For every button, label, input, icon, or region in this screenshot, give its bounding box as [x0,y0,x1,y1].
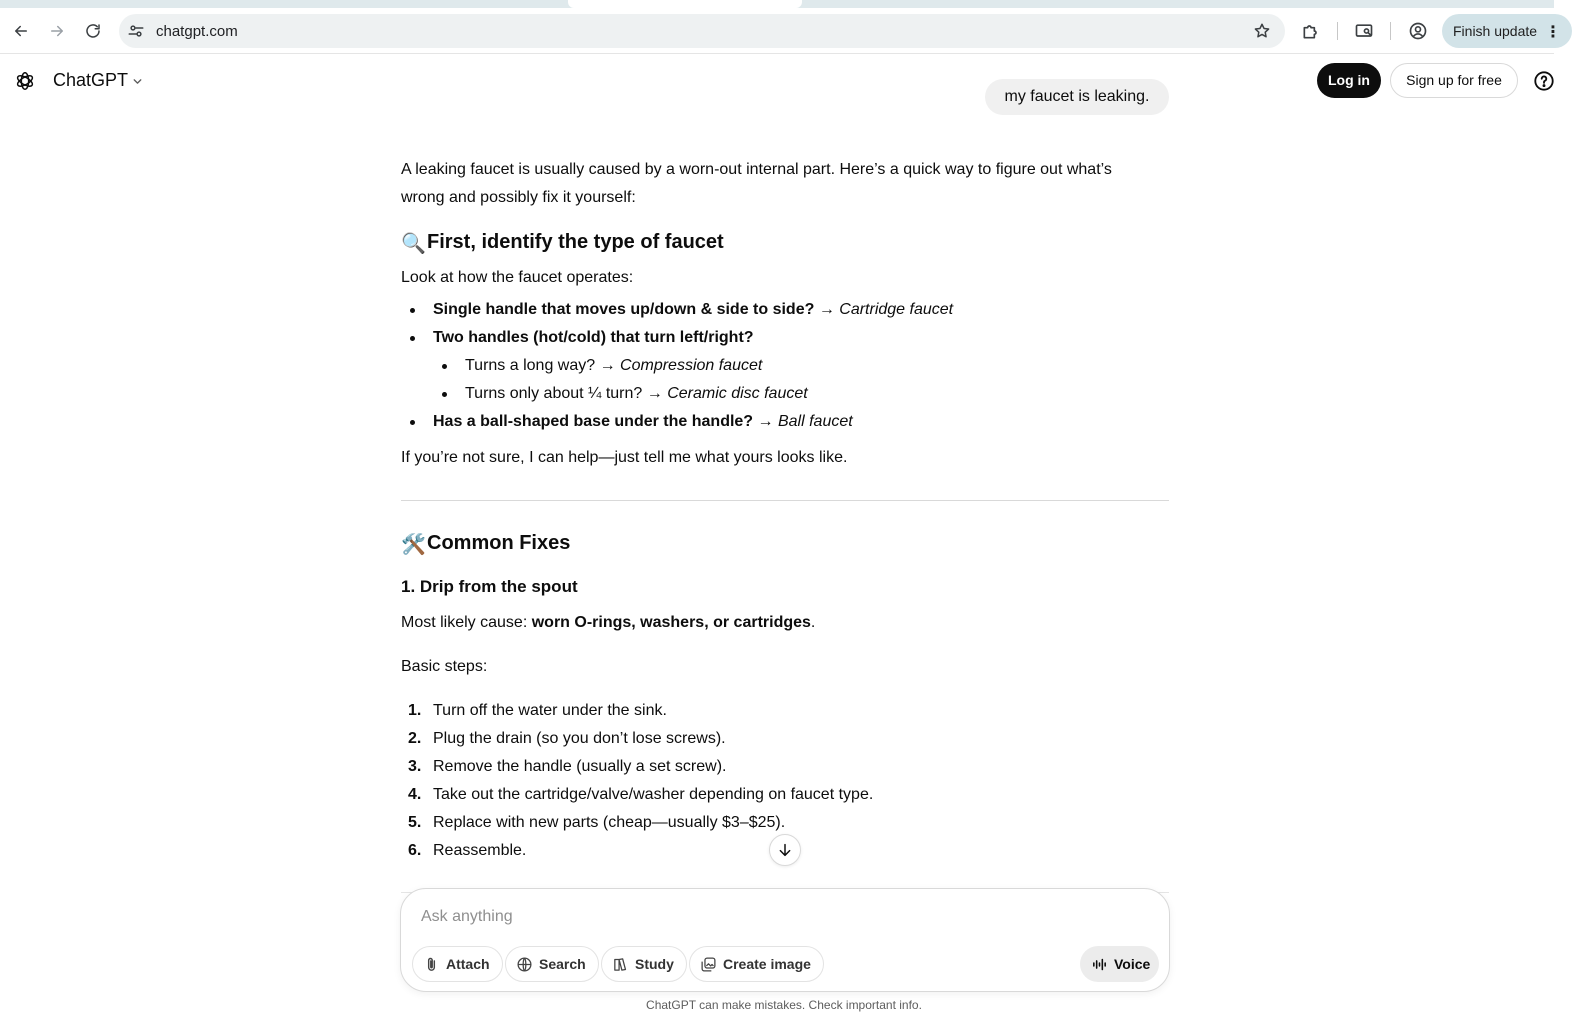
attach-label: Attach [446,956,490,972]
step-number: 2. [408,730,422,747]
browser-toolbar [0,8,1561,54]
step-number: 5. [408,814,422,831]
chevron-down-icon[interactable] [131,75,144,88]
active-tab[interactable] [568,0,802,8]
url-text[interactable]: chatgpt.com [156,23,238,40]
step-number: 1. [408,702,422,719]
finish-update-button[interactable] [1442,14,1572,48]
site-settings-icon[interactable] [127,22,145,40]
toolbar-separator [1337,22,1338,40]
list-item-text: Turns only about ¼ turn? → Ceramic disc faucet [465,385,808,402]
scroll-to-bottom-button[interactable] [769,834,801,866]
paperclip-icon [423,956,440,973]
extensions-icon[interactable] [1301,21,1321,41]
subsection-heading: 1. Drip from the spout [401,577,578,596]
model-selector-title[interactable]: ChatGPT [53,70,129,90]
back-icon[interactable] [9,19,33,43]
tools-icon: 🛠️ [401,534,426,556]
reload-icon[interactable] [81,19,105,43]
help-icon[interactable] [1533,70,1555,92]
bookmark-star-icon[interactable] [1253,22,1271,40]
cause-paragraph: Most likely cause: worn O-rings, washers, or cartridges. [401,614,816,631]
prompt-input[interactable] [421,905,1121,929]
create-image-label: Create image [723,956,811,972]
disclaimer-text: ChatGPT can make mistakes. Check important info. [646,998,922,1012]
step-number: 6. [408,842,422,859]
step-text: Replace with new parts (cheap—usually $3–$25). [433,814,786,831]
book-icon [612,956,629,973]
list-item-text: Has a ball-shaped base under the handle? → Ball faucet [433,413,853,430]
voice-button[interactable] [1080,946,1159,982]
search-button[interactable] [505,946,599,982]
search-label: Search [539,956,586,972]
step-text: Plug the drain (so you don’t lose screws). [433,730,726,747]
section-title: First, identify the type of faucet [427,231,724,253]
section-heading [401,228,724,258]
arrow-down-icon [777,842,793,858]
forward-icon[interactable] [45,19,69,43]
study-label: Study [635,956,674,972]
bullet-dot [410,308,415,313]
list-item-text: Single handle that moves up/down & side to side? → Cartridge faucet [433,301,954,318]
voice-wave-icon [1091,956,1108,973]
user-message-bubble: my faucet is leaking. [985,79,1169,115]
step-number: 3. [408,758,422,775]
section-title: Common Fixes [427,532,571,554]
globe-icon [516,956,533,973]
step-text: Turn off the water under the sink. [433,702,667,719]
intro-line: wrong and possibly fix it yourself: [401,189,636,206]
list-item-text: Two handles (hot/cold) that turn left/right? [433,329,754,346]
cast-search-icon[interactable] [1354,21,1374,41]
divider [401,500,1169,501]
bullet-dot [442,392,447,397]
intro-line: A leaking faucet is usually caused by a worn-out internal part. Here’s a quick way to figure out what’s [401,161,1112,178]
composer [400,888,1170,992]
section-lead: Look at how the faucet operates: [401,269,634,286]
image-icon [700,956,717,973]
step-number: 4. [408,786,422,803]
step-text: Remove the handle (usually a set screw). [433,758,727,775]
bullet-dot [442,364,447,369]
address-bar[interactable] [119,14,1285,48]
signup-button[interactable]: Sign up for free [1390,63,1518,98]
voice-label: Voice [1114,956,1151,972]
magnifier-icon: 🔍 [401,233,426,255]
study-button[interactable] [601,946,687,982]
section-close: If you’re not sure, I can help—just tell me what yours looks like. [401,449,848,466]
step-text: Reassemble. [433,842,527,859]
step-text: Take out the cartridge/valve/washer depending on faucet type. [433,786,874,803]
finish-update-label: Finish update [1453,23,1538,39]
toolbar-separator [1390,22,1391,40]
openai-logo-icon[interactable] [14,70,36,92]
create-image-button[interactable] [689,946,824,982]
list-item-text: Turns a long way? → Compression faucet [465,357,763,374]
steps-lead: Basic steps: [401,658,488,675]
profile-icon[interactable] [1408,21,1428,41]
bullet-dot [410,420,415,425]
attach-button[interactable] [412,946,503,982]
section-heading [401,529,570,559]
browser-menu-icon[interactable]: ⋮ [1545,24,1561,41]
bullet-dot [410,336,415,341]
login-button[interactable]: Log in [1317,63,1381,98]
tab-strip [0,0,1554,8]
